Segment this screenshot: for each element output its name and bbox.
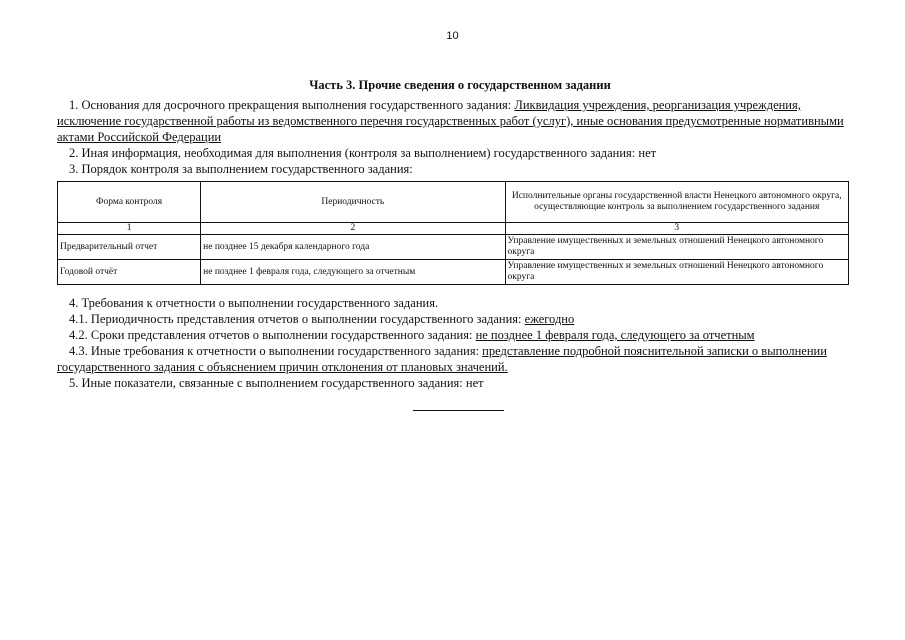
section-title: Часть 3. Прочие сведения о государственном задании [309, 78, 611, 92]
column-number: 3 [505, 223, 849, 235]
item-3: 3. Порядок контроля за выполнением государственного задания: [69, 162, 413, 176]
column-number: 2 [201, 223, 505, 235]
table-row [58, 260, 849, 285]
header-periodicity: Периодичность [201, 182, 505, 223]
item-4: 4. Требования к отчетности о выполнении государственного задания. [69, 296, 439, 310]
item-4-2-label: 4.2. Сроки представления отчетов о выполнении государственного задания: [69, 328, 476, 342]
item-4-1-label: 4.1. Периодичность представления отчетов о выполнении государственного задания: [69, 312, 525, 326]
item-4-2 [57, 327, 849, 343]
item-4-1 [57, 311, 849, 327]
item-4-3 [57, 343, 849, 375]
header-form: Форма контроля [58, 182, 201, 223]
table-cell: не позднее 15 декабря календарного года [201, 235, 505, 260]
page-number: 10 [446, 30, 459, 42]
table-cell: Предварительный отчет [58, 235, 201, 260]
table-number-row [58, 223, 849, 235]
item-4-2-value: не позднее 1 февраля года, следующего за отчетным [475, 328, 755, 342]
table-row [58, 235, 849, 260]
document-body [57, 78, 849, 391]
table-cell: Управление имущественных и земельных отношений Ненецкого автономного округа [505, 260, 849, 285]
item-1-value: Ликвидация учреждения, реорганизация учреждения, исключение государственной работы из ведомственного перечня государственных работ (услуг), иные основания предусмотренные нормативными актами Российской Федерации [57, 98, 844, 144]
item-4-3-value: представление подробной пояснительной записки о выполнении государственного задания с объяснением причин отклонения от плановых значений. [57, 344, 827, 374]
item-2: 2. Иная информация, необходимая для выполнения (контроля за выполнением) государственного задания: нет [69, 146, 657, 160]
control-table [57, 181, 849, 285]
item-5: 5. Иные показатели, связанные с выполнением государственного задания: нет [69, 376, 484, 390]
table-cell: Годовой отчёт [58, 260, 201, 285]
column-number: 1 [58, 223, 201, 235]
item-1 [57, 97, 849, 145]
closing-rule [413, 410, 504, 411]
table-header-row [58, 182, 849, 223]
item-4-1-value: ежегодно [524, 312, 575, 326]
table-cell: Управление имущественных и земельных отношений Ненецкого автономного округа [505, 235, 849, 260]
item-1-label: 1. Основания для досрочного прекращения выполнения государственного задания: [69, 98, 515, 112]
table-cell: не позднее 1 февраля года, следующего за отчетным [201, 260, 505, 285]
item-4-3-label: 4.3. Иные требования к отчетности о выполнении государственного задания: [69, 344, 483, 358]
header-authority: Исполнительные органы государственной власти Ненецкого автономного округа, осуществляющие контроль за выполнением государственного задания [505, 182, 849, 223]
